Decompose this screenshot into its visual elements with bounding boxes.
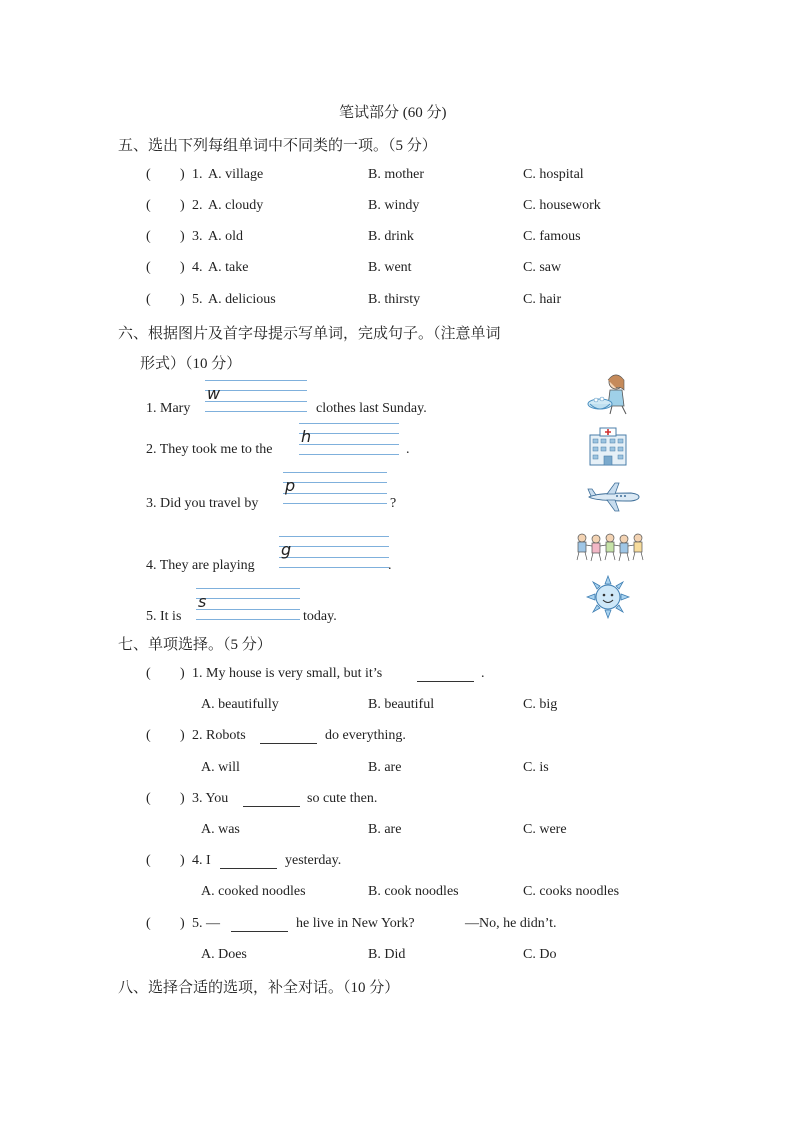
option-a: A. was [201, 822, 240, 837]
question-stem-end: yesterday. [285, 853, 342, 868]
question-number: 4. [192, 260, 203, 275]
option-a: A. Does [201, 947, 247, 962]
option-c: C. big [523, 697, 558, 712]
answer-paren-open: ( [146, 791, 151, 806]
answer-blank[interactable] [417, 669, 474, 687]
option-c: C. Do [523, 947, 557, 962]
question-stem-end: do everything. [325, 728, 406, 743]
plane-icon [585, 480, 641, 514]
option-a: A. delicious [208, 292, 276, 307]
option-c: C. hair [523, 292, 562, 307]
answer-paren-close: ) [180, 791, 185, 806]
option-c: C. is [523, 760, 549, 775]
option-a: A. old [208, 229, 243, 244]
answer-blank[interactable] [231, 919, 288, 937]
hint-letter: w [207, 384, 221, 403]
option-b: B. Did [368, 947, 406, 962]
fill-sentence-start: 3. Did you travel by [146, 496, 259, 511]
answer-paren-open: ( [146, 292, 151, 307]
fill-sentence-start: 2. They took me to the [146, 442, 273, 457]
answer-paren-open: ( [146, 728, 151, 743]
question-stem: 4. I [192, 853, 211, 868]
answer-paren-close: ) [180, 916, 185, 931]
question-stem-end: . [481, 666, 485, 681]
hint-letter: g [281, 540, 292, 559]
option-a: A. cooked noodles [201, 884, 306, 899]
sun-icon [586, 575, 630, 619]
question-stem: 5. — [192, 916, 220, 931]
option-b: B. beautiful [368, 697, 435, 712]
option-c: C. saw [523, 260, 562, 275]
answer-paren-open: ( [146, 666, 151, 681]
answer-paren-open: ( [146, 229, 151, 244]
page-title: 笔试部分 (60 分) [339, 105, 447, 121]
answer-blank[interactable] [243, 794, 300, 812]
question-stem: 2. Robots [192, 728, 246, 743]
answer-paren-close: ) [180, 728, 185, 743]
fill-sentence-start: 4. They are playing [146, 558, 255, 573]
question-number: 5. [192, 292, 203, 307]
girl-washing-icon [586, 372, 636, 416]
question-stem-mid: he live in New York? [296, 916, 415, 931]
option-b: B. cook noodles [368, 884, 459, 899]
four-line-writing-box[interactable] [205, 380, 307, 412]
option-a: A. beautifully [201, 697, 279, 712]
question-number: 1. [192, 167, 203, 182]
answer-paren-close: ) [180, 292, 185, 307]
answer-paren-close: ) [180, 666, 185, 681]
section-5-heading: 五、选出下列每组单词中不同类的一项。（5 分） [118, 138, 437, 154]
question-stem: 3. You [192, 791, 229, 806]
option-c: C. hospital [523, 167, 584, 182]
option-b: B. drink [368, 229, 414, 244]
fill-sentence-end: ? [390, 496, 397, 511]
option-b: B. went [368, 260, 412, 275]
option-b: B. are [368, 822, 402, 837]
answer-blank[interactable] [260, 731, 317, 749]
question-number: 3. [192, 229, 203, 244]
section-8-heading: 八、选择合适的选项，补全对话。（10 分） [118, 980, 400, 996]
fill-sentence-start: 5. It is [146, 609, 182, 624]
option-a: A. cloudy [208, 198, 264, 213]
answer-paren-open: ( [146, 198, 151, 213]
section-6-heading: 六、根据图片及首字母提示写单词，完成句子。（注意单词 [118, 326, 501, 342]
option-a: A. village [208, 167, 264, 182]
four-line-writing-box[interactable] [299, 423, 399, 455]
answer-paren-close: ) [180, 229, 185, 244]
four-line-writing-box[interactable] [283, 472, 387, 504]
option-b: B. thirsty [368, 292, 421, 307]
hint-letter: s [198, 592, 207, 611]
fill-sentence-end: clothes last Sunday. [316, 401, 427, 416]
answer-paren-open: ( [146, 916, 151, 931]
option-c: C. cooks noodles [523, 884, 620, 899]
hint-letter: h [301, 427, 312, 446]
option-a: A. take [208, 260, 249, 275]
fill-sentence-end: . [388, 558, 392, 573]
answer-blank[interactable] [220, 856, 277, 874]
answer-paren-close: ) [180, 198, 185, 213]
children-playing-icon [574, 530, 650, 566]
option-c: C. were [523, 822, 567, 837]
option-b: B. are [368, 760, 402, 775]
option-a: A. will [201, 760, 240, 775]
four-line-writing-box[interactable] [279, 536, 389, 568]
answer-paren-close: ) [180, 853, 185, 868]
section-7-heading: 七、单项选择。（5 分） [118, 637, 272, 653]
four-line-writing-box[interactable] [196, 588, 300, 620]
answer-paren-open: ( [146, 167, 151, 182]
question-number: 2. [192, 198, 203, 213]
option-b: B. mother [368, 167, 424, 182]
fill-sentence-start: 1. Mary [146, 401, 191, 416]
question-stem: 1. My house is very small, but it’s [192, 666, 383, 681]
option-c: C. famous [523, 229, 581, 244]
answer-paren-open: ( [146, 260, 151, 275]
option-c: C. housework [523, 198, 601, 213]
answer-paren-close: ) [180, 260, 185, 275]
fill-sentence-end: today. [303, 609, 337, 624]
answer-paren-open: ( [146, 853, 151, 868]
option-b: B. windy [368, 198, 420, 213]
question-stem-end: so cute then. [307, 791, 378, 806]
fill-sentence-end: . [406, 442, 410, 457]
hospital-icon [588, 425, 628, 467]
question-response: —No, he didn’t. [465, 916, 557, 931]
hint-letter: p [285, 476, 296, 495]
answer-paren-close: ) [180, 167, 185, 182]
section-6-heading-cont: 形式）（10 分） [140, 356, 242, 372]
